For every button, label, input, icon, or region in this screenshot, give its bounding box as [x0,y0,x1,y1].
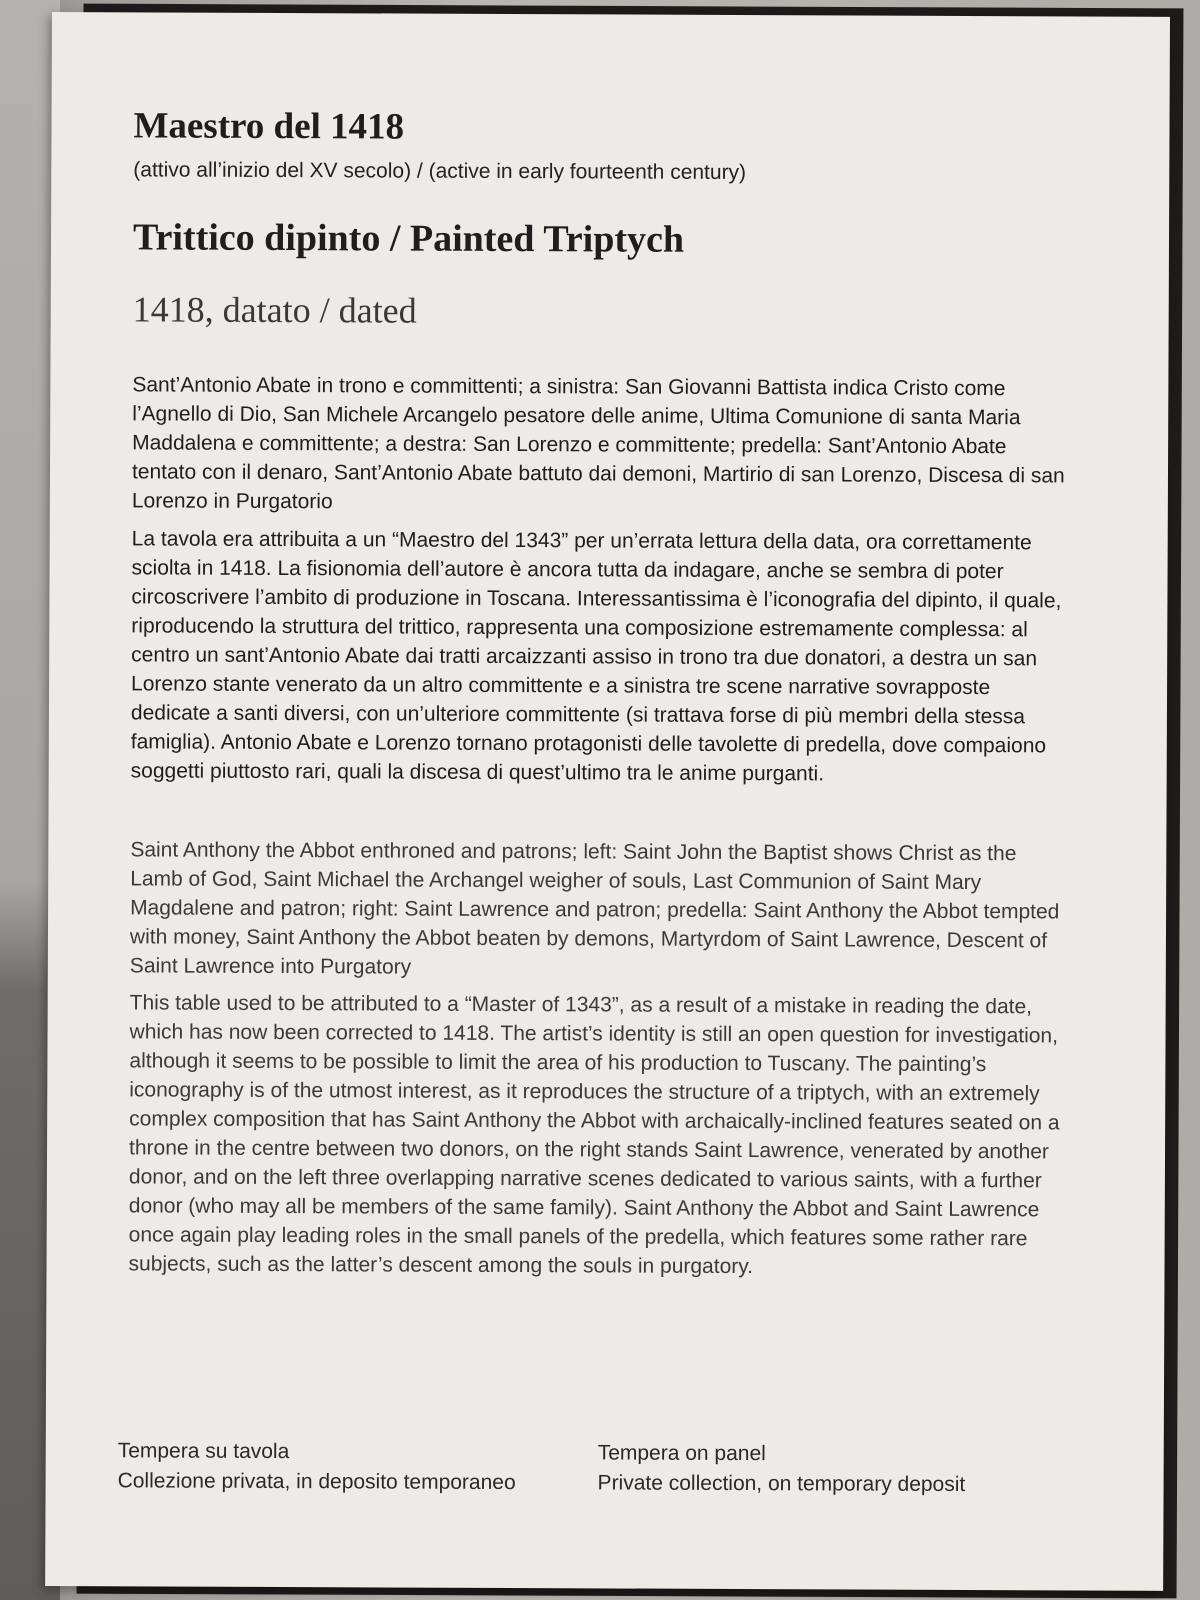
artwork-title: Trittico dipinto / Painted Triptych [132,216,685,261]
collection-italian: Collezione privata, in deposito temporaneo [117,1469,516,1495]
description-italian: La tavola era attribuita a un “Maestro del 1343” per un’errata lettura della data, ora correttamente sciolta in 1418. La fisionomia dell’autore è ancora tutta da indagare, anche se sembra di poter circoscrivere l’ambito di produzione in Toscana. Interessantissima è l’iconografia del dipinto, il quale, riproducendo la struttura del trittico, rappresenta una composizione estremamente complessa: al centro un sant’Antonio Abate dai tratti arcaizzanti assiso in trono tra due donatori, a destra un san Lorenzo stante venerato da un altro committente e a sinistra tre scene narrative sovrapposte dedicate a santi diversi, con un’ulteriore committente (si trattava forse di più membri della stessa famiglia). Antonio Abate e Lorenzo tornano protagonisti delle tavolette di predella, dove compaiono soggetti piuttosto rari, quali la discesa di quest’ultimo tra le anime purganti. [130,527,1062,786]
medium-italian: Tempera su tavola [117,1439,290,1464]
artist-active-dates: (attivo all’inizio del XV secolo) / (active in early fourteenth century) [133,158,747,185]
museum-label-card [45,12,1170,1591]
artist-name: Maestro del 1418 [133,105,405,148]
subject-english: Saint Anthony the Abbot enthroned and patrons; left: Saint John the Baptist shows Christ as the Lamb of God, Saint Michael the Archangel weigher of souls, Last Communion of Saint Mary Magdalene and patron; right: Saint Lawrence and patron; predella: Saint Anthony the Abbot tempted with money, Saint Anthony the Abbot beaten by demons, Martyrdom of Saint Lawrence, Descent of Saint Lawrence into Purgatory [129,838,1060,979]
artwork-date: 1418, datato / dated [132,289,417,331]
medium-collection-english [598,1438,966,1500]
subject-italian: Sant’Antonio Abate in trono e committenti; a sinistra: San Giovanni Battista indica Cristo come l’Agnello di Dio, San Michele Arcangelo pesatore delle anime, Ultima Comunione di santa Maria Maddalena e committente; a destra: San Lorenzo e committente; predella: Sant’Antonio Abate tentato con il denaro, Sant’Antonio Abate battuto dai demoni, Martirio di san Lorenzo, Discesa di san Lorenzo in Purgatorio [131,373,1065,514]
medium-english: Tempera on panel [597,1441,766,1466]
medium-collection-italian [118,1436,516,1498]
description-english: This table used to be attributed to a “Master of 1343”, as a result of a mistake in reading the date, which has now been corrected to 1418. The artist’s identity is still an open question for investigation, although it seems to be possible to limit the area of his production to Tuscany. The painting’s iconography is of the utmost interest, as it reproduces the structure of a triptych, with an extremely complex composition that has Saint Anthony the Abbot with archaically-inclined features seated on a throne in the centre between two donors, on the right stands Saint Lawrence, venerated by another donor, and on the left three overlapping narrative scenes dedicated to various saints, with a further donor (who may all be members of the same family). Saint Anthony the Abbot and Saint Lawrence once again play leading roles in the small panels of the predella, which features some rather rare subjects, such as the latter’s descent among the souls in purgatory. [128,991,1060,1279]
collection-english: Private collection, on temporary deposit [597,1471,966,1496]
